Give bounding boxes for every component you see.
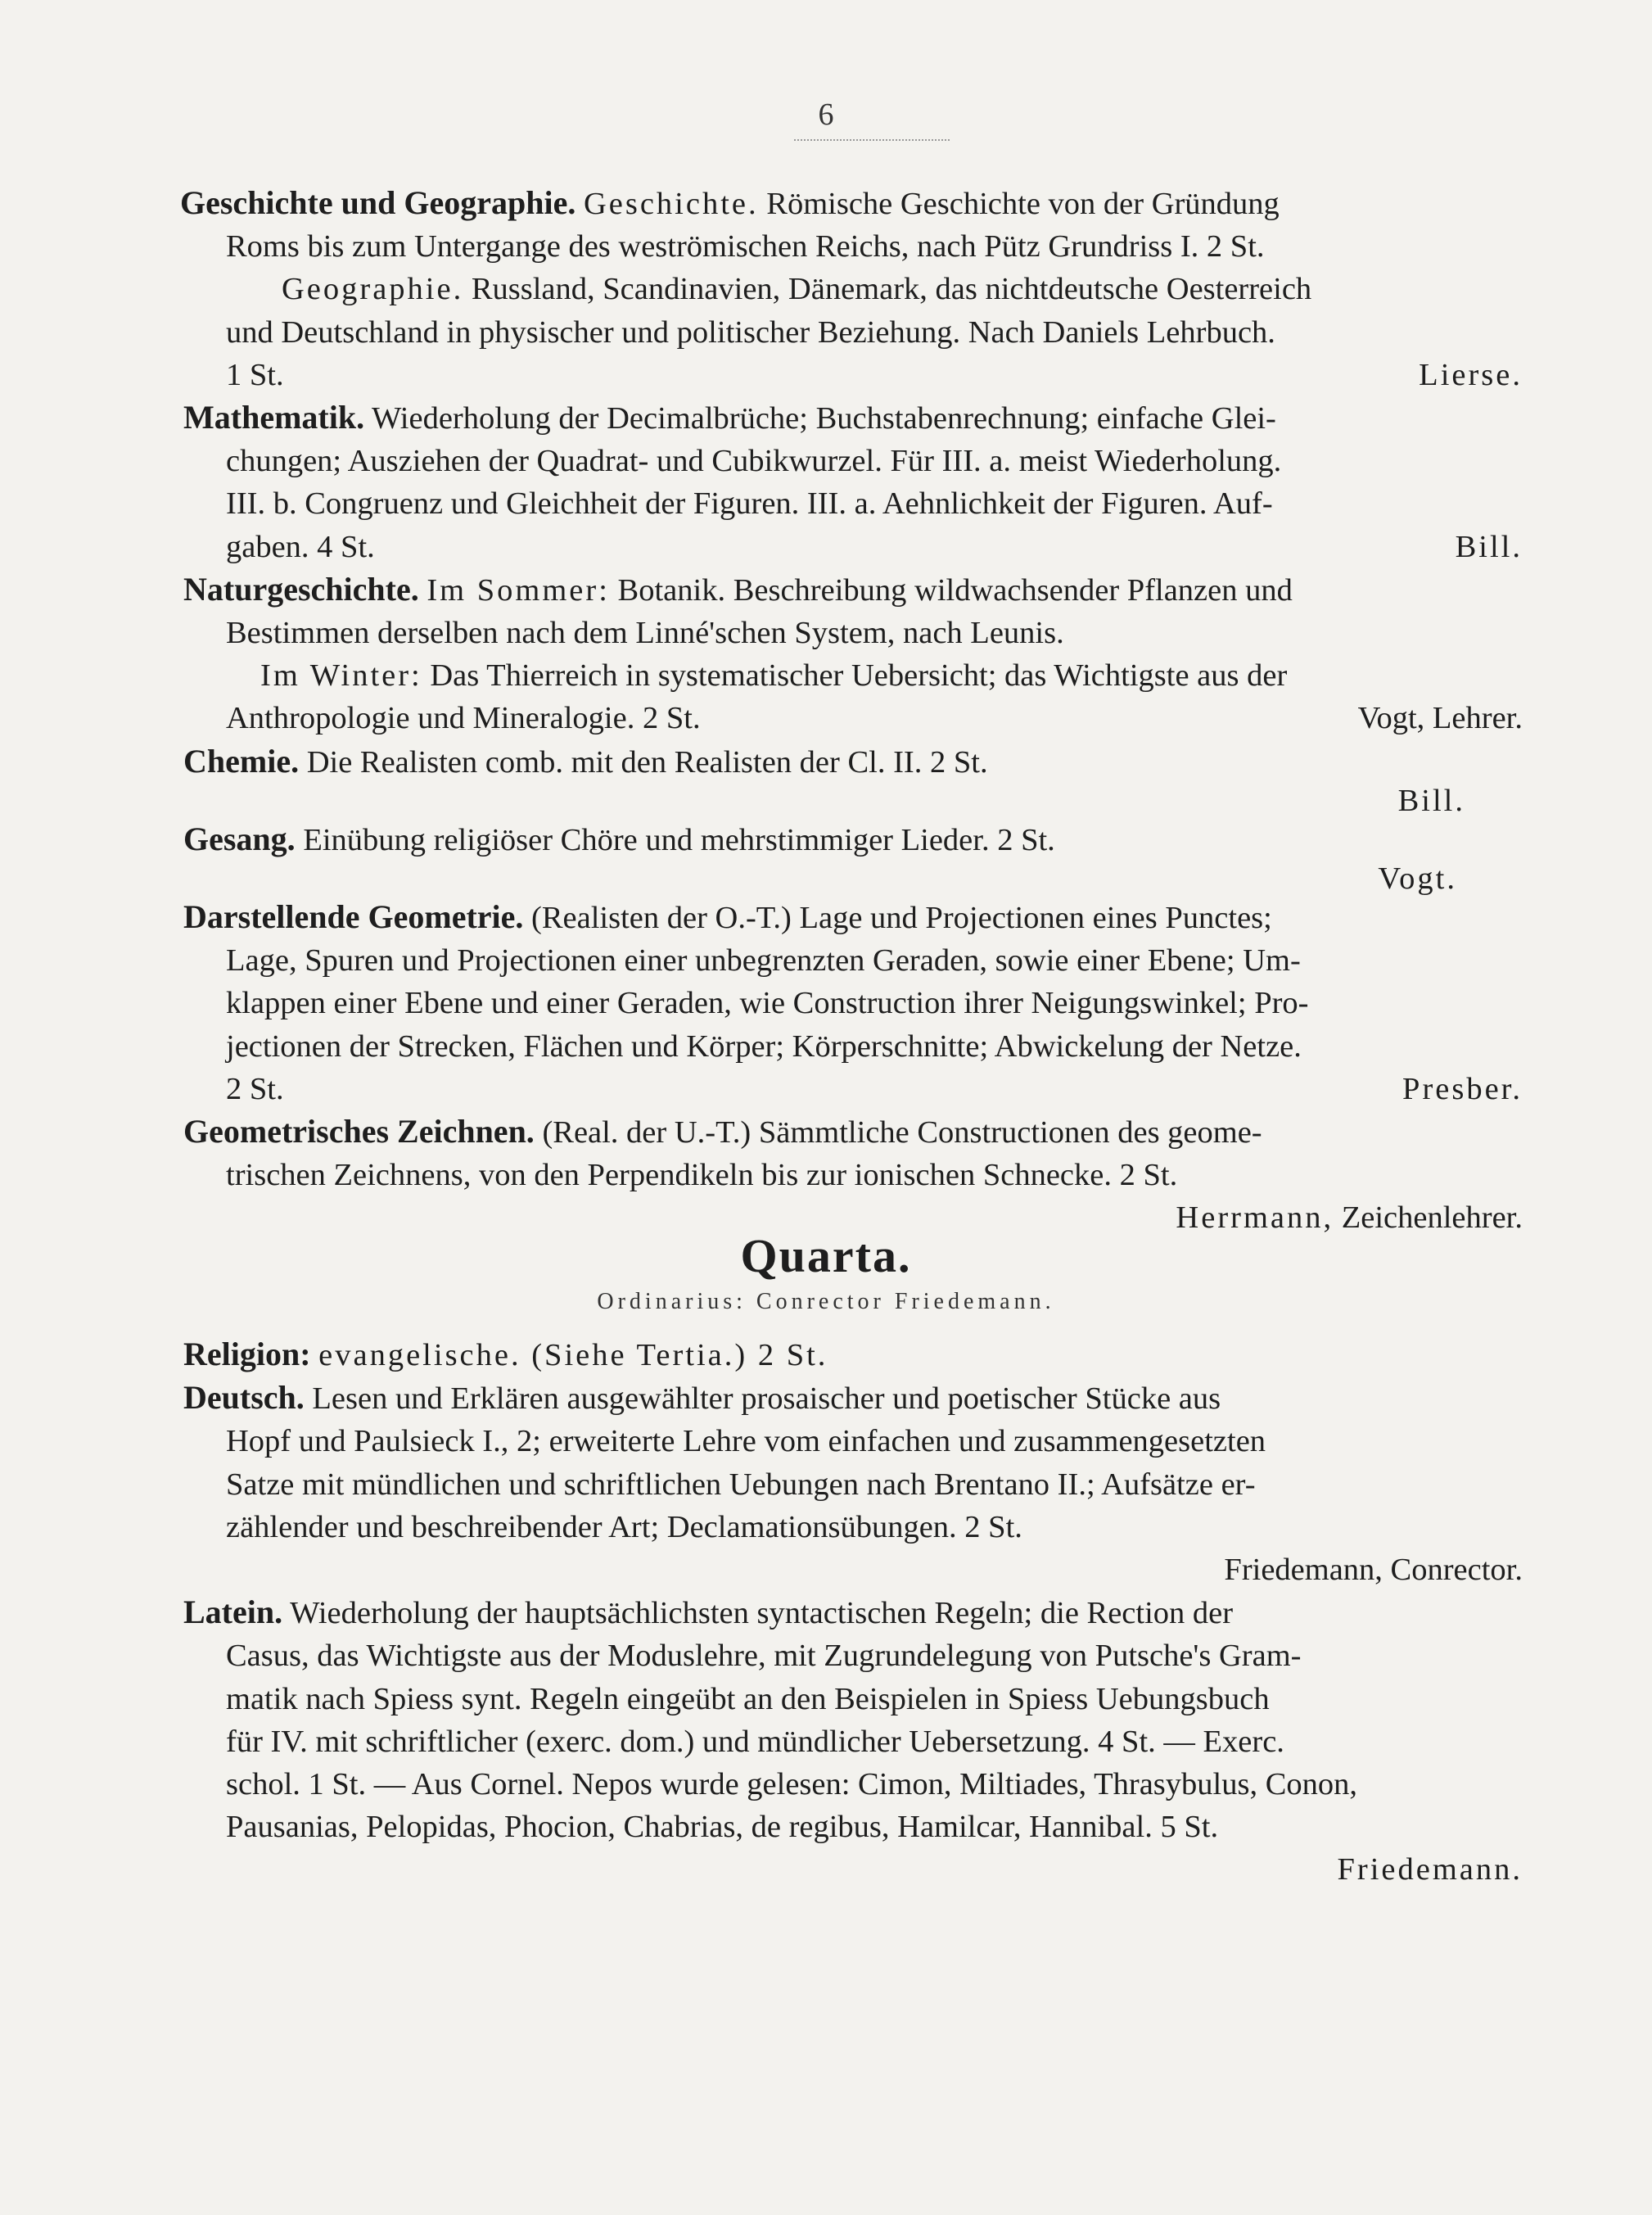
text-line: 1 St. Lierse. xyxy=(185,354,1539,396)
teacher-name: Bill. xyxy=(1397,783,1465,818)
text-line: zählender und beschreibender Art; Declamationsübungen. 2 St. xyxy=(226,1509,1022,1544)
text-line: schol. 1 St. — Aus Cornel. Nepos wurde gelesen: Cimon, Miltiades, Thrasybulus, Conon, xyxy=(226,1767,1357,1802)
section-heading: Naturgeschichte. xyxy=(183,570,419,608)
teacher-name: Herrmann, Zeichenlehrer. xyxy=(1176,1200,1523,1236)
subjects-quarta xyxy=(185,1333,1539,1892)
text-line: Im Winter: Das Thierreich in systematischer Uebersicht; das Wichtigste aus der xyxy=(260,658,1288,694)
text-line: jectionen der Strecken, Flächen und Körper; Körperschnitte; Abwickelung der Netze. xyxy=(226,1028,1302,1064)
section-heading: Geschichte und Geographie. xyxy=(180,184,576,221)
section-heading: Geometrisches Zeichnen. xyxy=(183,1113,535,1150)
subjects-tertia-continued xyxy=(180,182,1539,1240)
text-line: Pausanias, Pelopidas, Phocion, Chabrias, de regibus, Hamilcar, Hannibal. 5 St. xyxy=(226,1810,1219,1845)
section-heading: Deutsch. xyxy=(183,1379,305,1417)
teacher-name: Vogt, Lehrer. xyxy=(1357,701,1523,736)
text-line: Anthropologie und Mineralogie. 2 St. Vogt, Lehrer. xyxy=(185,697,1539,739)
section-title-quarta: Quarta. xyxy=(740,1229,912,1282)
text-line: klappen einer Ebene und einer Geraden, wie Construction ihrer Neigungswinkel; Pro- xyxy=(226,986,1309,1021)
text-line: Latein. Wiederholung der hauptsächlichsten syntactischen Regeln; die Rection der xyxy=(183,1593,1234,1631)
teacher-name: Vogt. xyxy=(1378,861,1457,897)
text-line: 2 St. Presber. xyxy=(185,1068,1539,1110)
text-line: matik nach Spiess synt. Regeln eingeübt an den Beispielen in Spiess Uebungsbuch xyxy=(226,1681,1270,1716)
page-number-ornament xyxy=(794,139,950,142)
text-line: Bestimmen derselben nach dem Linné'schen System, nach Leunis. xyxy=(226,616,1064,651)
text-line: Casus, das Wichtigste aus der Moduslehre, mit Zugrundelegung von Putsche's Gram- xyxy=(226,1639,1302,1674)
teacher-name: Bill. xyxy=(1455,529,1523,564)
teacher-name: Friedemann. xyxy=(1337,1852,1523,1887)
text-line: III. b. Congruenz und Gleichheit der Figuren. III. a. Aehnlichkeit der Figuren. Auf- xyxy=(226,486,1273,522)
teacher-name: Presber. xyxy=(1402,1071,1523,1106)
text-line: und Deutschland in physischer und politischer Beziehung. Nach Daniels Lehrbuch. xyxy=(226,314,1275,350)
text-line: Darstellende Geometrie. (Realisten der O.-T.) Lage und Projectionen eines Punctes; xyxy=(183,898,1272,936)
page-number: 6 xyxy=(818,97,834,132)
text-line: für IV. mit schriftlicher (exerc. dom.) und mündlicher Uebersetzung. 4 St. — Exerc. xyxy=(226,1724,1284,1759)
section-heading: Chemie. xyxy=(183,742,300,780)
text-line: Gesang. Einübung religiöser Chöre und mehrstimmiger Lieder. 2 St. xyxy=(183,820,1055,857)
text-line: Mathematik. Wiederholung der Decimalbrüche; Buchstabenrechnung; einfache Glei- xyxy=(183,399,1276,436)
text-line: Roms bis zum Untergange des weströmischen Reichs, nach Pütz Grundriss I. 2 St. xyxy=(226,229,1265,264)
ordinarius-line: Ordinarius: Conrector Friedemann. xyxy=(597,1289,1055,1314)
section-heading: Mathematik. xyxy=(183,399,365,436)
text-line: Hopf und Paulsieck I., 2; erweiterte Lehre vom einfachen und zusammengesetzten xyxy=(226,1424,1266,1459)
text-line: chungen; Ausziehen der Quadrat- und Cubikwurzel. Für III. a. meist Wiederholung. xyxy=(226,444,1282,479)
text-line: Geographie. Russland, Scandinavien, Dänemark, das nichtdeutsche Oesterreich xyxy=(282,272,1312,307)
text-line: Satze mit mündlichen und schriftlichen Uebungen nach Brentano II.; Aufsätze er- xyxy=(226,1467,1256,1502)
text-line: Lage, Spuren und Projectionen einer unbegrenzten Geraden, sowie einer Ebene; Um- xyxy=(226,943,1301,979)
section-heading: Latein. xyxy=(183,1593,283,1631)
section-heading: Gesang. xyxy=(183,820,296,857)
text-line: Chemie. Die Realisten comb. mit den Realisten der Cl. II. 2 St. xyxy=(183,742,988,780)
teacher-name: Lierse. xyxy=(1419,357,1523,392)
text-line: Deutsch. Lesen und Erklären ausgewählter prosaischer und poetischer Stücke aus xyxy=(183,1379,1221,1417)
text-line: trischen Zeichnens, von den Perpendikeln bis zur ionischen Schnecke. 2 St. xyxy=(226,1158,1178,1193)
section-heading: Religion: xyxy=(183,1336,311,1372)
text-line: Geometrisches Zeichnen. (Real. der U.-T.) Sämmtliche Constructionen des geome- xyxy=(183,1113,1262,1150)
section-heading: Darstellende Geometrie. xyxy=(183,898,524,936)
text-line: Religion: evangelische. (Siehe Tertia.) 2 St. xyxy=(183,1336,828,1372)
text-line: Naturgeschichte. Im Sommer: Botanik. Beschreibung wildwachsender Pflanzen und xyxy=(183,570,1293,608)
text-line: gaben. 4 St. Bill. xyxy=(185,526,1539,568)
geography-history-line-1: Geschichte und Geographie. Geschichte. Römische Geschichte von der Gründung xyxy=(180,184,1280,221)
teacher-name: Friedemann, Conrector. xyxy=(1224,1553,1523,1588)
